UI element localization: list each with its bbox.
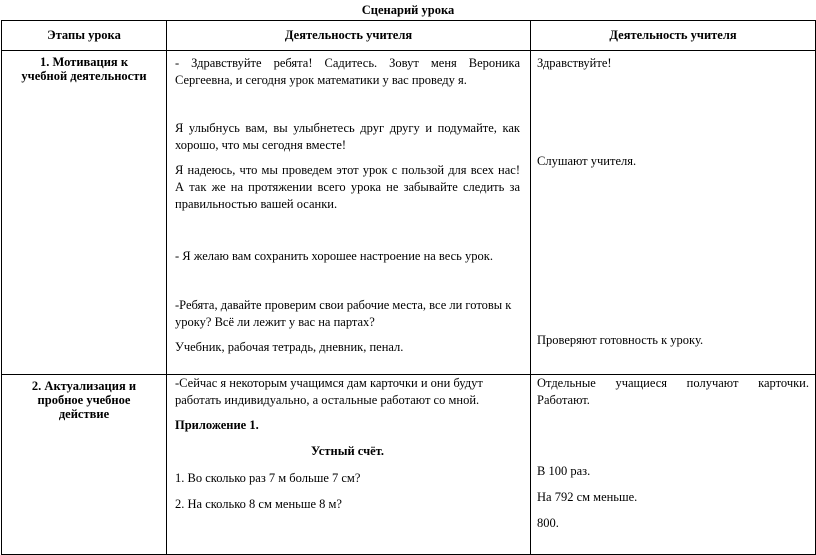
header-stages: Этапы урока (2, 21, 167, 51)
page-title: Сценарий урока (361, 3, 455, 17)
student-text: Слушают учителя. (537, 154, 637, 168)
student-text: Проверяют готовность к уроку. (537, 333, 704, 347)
answer-text: На 792 см меньше. (537, 490, 638, 504)
teacher-text: - Здравствуйте ребята! Садитесь. Зовут меня Вероника Сергеевна, и сегодня урок математики у вас проведу я. (175, 56, 520, 87)
teacher-text: -Ребята, давайте проверим свои рабочие места, все ли готовы к уроку? Всё ли лежит у вас на партах? (175, 298, 512, 329)
teacher-cell (167, 51, 531, 375)
teacher-text: Я надеюсь, что мы проведем этот урок с пользой для всех нас! А так же на протяжении всего урока не забывайте следить за правильностью вашей осанки. (175, 163, 520, 211)
stage-cell (2, 51, 167, 375)
answer-text: В 100 раз. (537, 464, 591, 478)
header-teacher-2: Деятельность учителя (531, 21, 816, 51)
lesson-table (1, 20, 816, 555)
stage-cell (2, 375, 167, 555)
teacher-text: Я улыбнусь вам, вы улыбнетесь друг другу и подумайте, как хорошо, что мы сегодня вместе! (175, 121, 520, 152)
teacher-cell (167, 375, 531, 555)
teacher-text: Учебник, рабочая тетрадь, дневник, пенал. (175, 340, 404, 354)
question-text: 1. Во сколько раз 7 м больше 7 см? (175, 471, 361, 485)
table-row (2, 51, 816, 375)
teacher-text: - Я желаю вам сохранить хорошее настроение на весь урок. (175, 249, 493, 263)
question-text: 2. На сколько 8 см меньше 8 м? (175, 497, 342, 511)
teacher-text: -Сейчас я некоторым учащимся дам карточки и они будут работать индивидуально, а остальные работают со мной. (175, 376, 483, 407)
appendix-label: Приложение 1. (175, 418, 259, 432)
header-row (2, 21, 816, 51)
stage-label: 1. Мотивация к учебной деятельности (21, 55, 147, 83)
student-text: Отдельные учащиеся получают карточки. Работают. (537, 376, 809, 407)
student-cell (531, 51, 816, 375)
student-text: Здравствуйте! (537, 56, 612, 70)
section-heading: Устный счёт. (310, 444, 385, 458)
table-row (2, 375, 816, 555)
answer-text: 800. (537, 516, 559, 530)
header-teacher: Деятельность учителя (167, 21, 531, 51)
student-cell (531, 375, 816, 555)
stage-label: 2. Актуализация и пробное учебное действие (31, 379, 137, 421)
